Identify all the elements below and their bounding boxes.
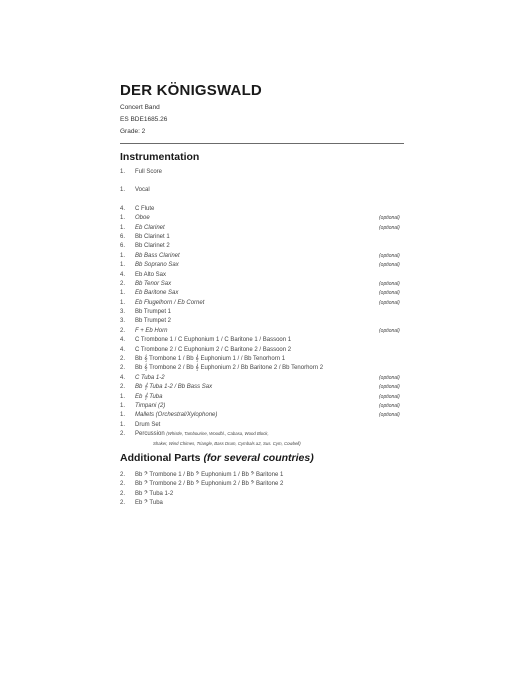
- catalog-code: ES BDE1685.26: [120, 116, 168, 123]
- instrument-name: Bb Soprano Sax: [135, 262, 179, 269]
- percussion-note: (Whistle, Tambourine, Woodbl., Cabasa, Wood Block,: [166, 431, 269, 437]
- instrument-row: [120, 328, 420, 337]
- percussion-note: Shaker, Wind Chimes, Triangle, Bass Drum, Cymbals a2, Sus. Cym, Cowbell): [153, 440, 301, 446]
- instrument-row-continued: [120, 441, 420, 450]
- part-count: 2.: [120, 481, 126, 488]
- instrument-row: [120, 262, 420, 271]
- instrument-row: [120, 206, 420, 215]
- part-count: 1.: [120, 252, 126, 259]
- instrument-row: [120, 431, 420, 440]
- top-divider: [120, 143, 404, 144]
- group-spacer: [120, 178, 420, 187]
- part-count: 4.: [120, 337, 126, 344]
- instrument-name: Bb 𝄞 Trombone 1 / Bb 𝄞 Euphonium 1 / / Bb Tenorhorn 1: [135, 356, 286, 363]
- instrument-row: [120, 290, 420, 299]
- instrument-name: Mallets (Orchestral/Xylophone): [135, 412, 218, 419]
- instrument-name: Full Score: [135, 169, 163, 175]
- instrument-name: Bb Clarinet 2: [135, 243, 170, 250]
- instrument-name: Bb Bass Clarinet: [135, 252, 180, 259]
- additional-part-row: [120, 491, 420, 500]
- instrument-name: Eb Clarinet: [135, 224, 165, 231]
- instrument-name: Bb Trumpet 2: [135, 318, 172, 325]
- instrument-row: [120, 309, 420, 318]
- part-count: 4.: [120, 374, 126, 381]
- optional-label: (optional): [379, 224, 400, 231]
- additional-part-row: [120, 472, 420, 481]
- instrument-row: [120, 384, 420, 393]
- part-count: 2.: [120, 356, 126, 363]
- part-count: 3.: [120, 309, 126, 316]
- instrument-row: [120, 356, 420, 365]
- part-count: 1.: [120, 262, 126, 269]
- additional-part-row: [120, 481, 420, 490]
- instrument-row: [120, 272, 420, 281]
- grade-label: Grade: 2: [120, 128, 146, 135]
- instrument-name: C Trombone 1 / C Euphonium 1 / C Baritone 1 / Bassoon 1: [135, 337, 292, 344]
- instrument-name: Eb Alto Sax: [135, 271, 167, 278]
- part-count: 1.: [120, 215, 126, 222]
- instrument-row: [120, 337, 420, 346]
- instrument-name: Bb 𝄢 Tuba 1-2: [135, 490, 174, 497]
- additional-parts-heading: [120, 452, 314, 464]
- instrument-name: Eb 𝄞 Tuba: [135, 393, 163, 400]
- optional-label: (optional): [379, 374, 400, 381]
- instrumentation-list: [120, 169, 420, 450]
- instrument-name: Percussion (Whistle, Tambourine, Woodbl., Cabasa, Wood Block,: [135, 431, 269, 438]
- instrument-name: C Trombone 2 / C Euphonium 2 / C Baritone 2 / Bassoon 2: [135, 346, 292, 353]
- instrument-name: Drum Set: [135, 421, 161, 428]
- instrument-name: Oboe: [135, 215, 150, 222]
- instrumentation-heading: Instrumentation: [120, 151, 200, 163]
- instrument-name: C Tuba 1-2: [135, 374, 165, 381]
- part-count: 1.: [120, 421, 126, 428]
- optional-label: (optional): [379, 262, 400, 269]
- piece-title: DER KÖNIGSWALD: [120, 82, 262, 99]
- instrument-name: Eb Baritone Sax: [135, 290, 179, 297]
- part-count: 2.: [120, 472, 126, 478]
- additional-heading-note: (for several countries): [203, 452, 314, 464]
- part-count: 1.: [120, 412, 126, 419]
- optional-label: (optional): [379, 393, 400, 400]
- instrument-name: Bb Tenor Sax: [135, 280, 172, 287]
- part-count: 2.: [120, 365, 126, 372]
- instrument-row: [120, 300, 420, 309]
- part-count: 6.: [120, 233, 126, 240]
- part-count: 1.: [120, 402, 126, 409]
- optional-label: (optional): [379, 402, 400, 409]
- part-count: 3.: [120, 318, 126, 325]
- part-count: 1.: [120, 299, 126, 306]
- optional-label: (optional): [379, 384, 400, 391]
- part-count: 1.: [120, 290, 126, 297]
- instrument-row: [120, 253, 420, 262]
- part-count: 2.: [120, 431, 126, 438]
- part-count: 2.: [120, 490, 126, 497]
- instrument-row: [120, 365, 420, 374]
- instrument-row: [120, 243, 420, 252]
- instrument-row: [120, 281, 420, 290]
- part-count: 1.: [120, 187, 126, 194]
- part-count: 4.: [120, 271, 126, 278]
- instrument-row: [120, 394, 420, 403]
- part-count: 1.: [120, 393, 126, 400]
- additional-heading-text: Additional Parts: [120, 452, 201, 464]
- instrument-name: Bb Clarinet 1: [135, 233, 170, 240]
- part-count: 4.: [120, 346, 126, 353]
- instrument-row: [120, 187, 420, 196]
- part-count: 2.: [120, 327, 126, 334]
- instrument-row: [120, 225, 420, 234]
- optional-label: (optional): [379, 252, 400, 259]
- group-spacer: [120, 197, 420, 206]
- part-count: 2.: [120, 280, 126, 287]
- additional-parts-list: [120, 472, 420, 510]
- ensemble-label: Concert Band: [120, 104, 160, 111]
- optional-label: (optional): [379, 280, 400, 287]
- instrument-row: [120, 215, 420, 224]
- part-count: 1.: [120, 169, 126, 175]
- instrument-name: F + Eb Horn: [135, 327, 168, 334]
- instrument-name: Bb 𝄞 Tuba 1-2 / Bb Bass Sax: [135, 384, 213, 391]
- instrument-name: Bb Trumpet 1: [135, 309, 172, 316]
- instrument-name: Bb 𝄢 Trombone 2 / Bb 𝄢 Euphonium 2 / Bb 𝄢 Baritone 2: [135, 481, 284, 488]
- instrument-name: C Flute: [135, 205, 155, 212]
- part-count: 6.: [120, 243, 126, 250]
- additional-part-row: [120, 500, 420, 509]
- instrument-row: [120, 375, 420, 384]
- part-count: 1.: [120, 224, 126, 231]
- instrument-name: Eb 𝄢 Tuba: [135, 500, 163, 507]
- optional-label: (optional): [379, 290, 400, 297]
- part-count: 2.: [120, 384, 126, 391]
- instrument-row: [120, 347, 420, 356]
- instrument-row: [120, 422, 420, 431]
- part-count: 2.: [120, 500, 126, 507]
- optional-label: (optional): [379, 412, 400, 419]
- instrument-name: Timpani (2): [135, 402, 166, 409]
- instrument-row: [120, 412, 420, 421]
- instrument-name: Bb 𝄞 Trombone 2 / Bb 𝄞 Euphonium 2 / Bb Baritone 2 / Bb Tenorhorn 2: [135, 365, 324, 372]
- instrument-row: [120, 318, 420, 327]
- instrument-row: [120, 403, 420, 412]
- optional-label: (optional): [379, 215, 400, 222]
- instrument-name: Vocal: [135, 187, 150, 194]
- instrument-name: Bb 𝄢 Trombone 1 / Bb 𝄢 Euphonium 1 / Bb 𝄢 Baritone 1: [135, 472, 284, 478]
- instrument-row: [120, 169, 420, 178]
- optional-label: (optional): [379, 299, 400, 306]
- instrument-row: [120, 234, 420, 243]
- instrument-name: Eb Flugelhorn / Eb Cornet: [135, 299, 205, 306]
- optional-label: (optional): [379, 327, 400, 334]
- part-count: 4.: [120, 205, 126, 212]
